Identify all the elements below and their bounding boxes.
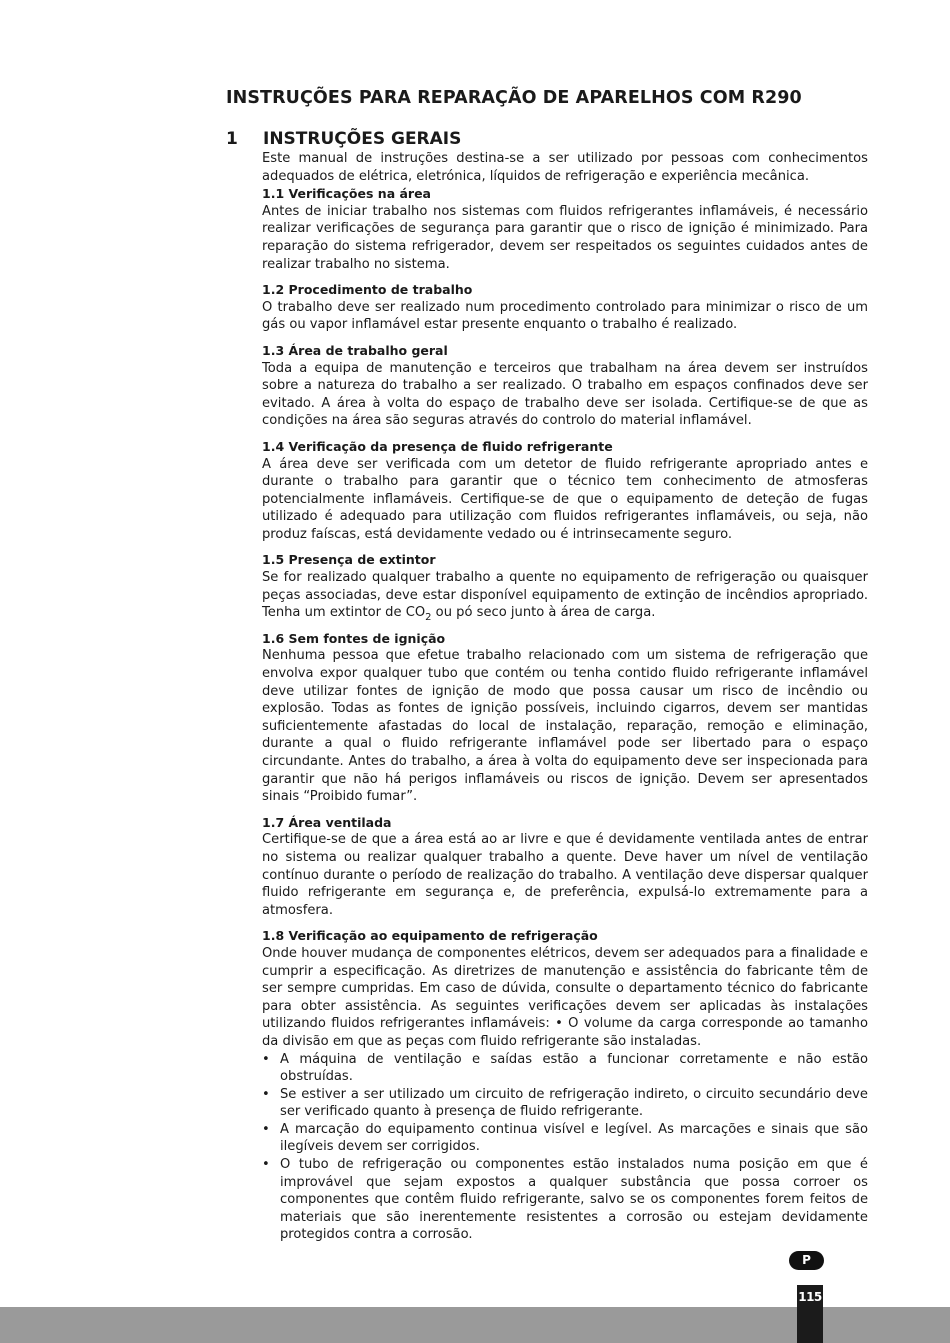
bullet-icon: •	[262, 1121, 270, 1137]
section-title: INSTRUÇÕES GERAIS	[263, 129, 462, 149]
list-item-text: O tubo de refrigeração ou componentes estão instalados numa posição em que é improvável que sejam expostos a qualquer substância que possa corroer os componentes que contêm fluido refrigerante, salvo se os componentes forem feitos de materiais que são inerentemente resistentes a corrosão ou estejam devidamente protegidos contra a corrosão.	[280, 1157, 868, 1243]
subsection-heading: 1.7 Área ventilada	[262, 814, 392, 830]
subsection-text	[262, 569, 868, 622]
page-number-tab	[797, 1285, 823, 1343]
text-before-subscript: Se for realizado qualquer trabalho a quente no equipamento de refrigeração ou quaisquer peças associadas, deve estar disponível equipamento de extinção de incêndios apropriado. Tenha um extintor de CO	[262, 570, 868, 621]
bullet-icon: •	[262, 1051, 270, 1067]
subsection-text: Certifique-se de que a área está ao ar livre e que é devidamente ventilada antes de entrar no sistema ou realizar qualquer trabalho a quente. Deve haver um nível de ventilação contínuo durante o período de realização do trabalho. A ventilação deve dispersar qualquer fluido refrigerante em segurança e, de preferência, expulsá-lo extremamente para a atmosfera.	[262, 832, 868, 918]
subsection-heading: 1.4 Verificação da presença de fluido refrigerante	[262, 438, 613, 454]
subsection-1-1	[262, 185, 868, 273]
language-badge: P	[789, 1251, 824, 1270]
co2-subscript: 2	[425, 612, 432, 624]
list-item-text: A marcação do equipamento continua visível e legível. As marcações e sinais que são ilegíveis devem ser corrigidos.	[280, 1121, 868, 1155]
bullet-icon: •	[262, 1086, 270, 1102]
subsection-1-3	[262, 342, 868, 430]
subsection-text: Toda a equipa de manutenção e terceiros que trabalham na área devem ser instruídos sobre a natureza do trabalho a ser realizado. O trabalho em espaços confinados deve ser evitado. A área à volta do espaço de trabalho deve ser isolada. Certifique-se de que as condições na área são seguras através do controlo do material inflamável.	[262, 360, 868, 429]
page-title: INSTRUÇÕES PARA REPARAÇÃO DE APARELHOS COM R290	[226, 88, 802, 108]
subsection-heading: 1.5 Presença de extintor	[262, 552, 436, 568]
subsection-text: O trabalho deve ser realizado num procedimento controlado para minimizar o risco de um gás ou vapor inflamável estar presente enquanto o trabalho é realizado.	[262, 299, 868, 333]
subsection-heading: 1.1 Verificações na área	[262, 186, 431, 202]
section-intro: Este manual de instruções destina-se a ser utilizado por pessoas com conhecimentos adequados de elétrica, eletrónica, líquidos de refrigeração e experiência mecânica.	[262, 151, 868, 184]
subsection-text: Onde houver mudança de componentes elétricos, devem ser adequados para a finalidade e cumprir a especificação. As diretrizes de manutenção e assistência do fabricante têm de ser sempre cumpridas. Em caso de dúvida, consulte o departamento técnico do fabricante para obter assistência. As seguintes verificações devem ser aplicadas às instalações utilizando fluidos refrigerantes inflamáveis: • O volume da carga corresponde ao tamanho da divisão em que as peças com fluido refrigerante são instaladas.	[262, 945, 868, 1049]
subsection-text: Nenhuma pessoa que efetue trabalho relacionado com um sistema de refrigeração que envolva expor qualquer tubo que contém ou tenha contido fluido refrigerante inflamável deve utilizar fontes de ignição de modo que possa causar um risco de incêndio ou explosão. Todas as fontes de ignição possíveis, incluindo cigarros, devem ser mantidas suficientemente afastadas do local de instalação, reparação, remoção e eliminação, durante a qual o fluido refrigerante inflamável pode ser libertado para o espaço circundante. Antes do trabalho, a área à volta do equipamento deve ser inspecionada para garantir que não há perigos inflamáveis ou riscos de ignição. Devem ser apresentados sinais “Proibido fumar”.	[262, 648, 868, 805]
subsection-heading: 1.3 Área de trabalho geral	[262, 342, 448, 358]
section-number: 1	[226, 129, 238, 149]
bullet-icon: •	[262, 1157, 270, 1173]
list-item-text: Se estiver a ser utilizado um circuito de refrigeração indireto, o circuito secundário deve ser verificado quanto à presença de fluido refrigerante.	[280, 1086, 868, 1120]
subsection-heading: 1.8 Verificação ao equipamento de refrigeração	[262, 928, 598, 944]
bullet-list	[262, 1051, 868, 1245]
subsection-1-4	[262, 438, 868, 544]
subsection-1-2	[262, 281, 868, 334]
list-item-text: A máquina de ventilação e saídas estão a funcionar corretamente e não estão obstruídas.	[280, 1051, 868, 1085]
list-item	[262, 1051, 868, 1086]
subsection-text: Antes de iniciar trabalho nos sistemas com fluidos refrigerantes inflamáveis, é necessário realizar verificações de segurança para garantir que o risco de ignição é minimizado. Para reparação do sistema refrigerador, devem ser respeitados os seguintes cuidados antes de realizar trabalho no sistema.	[262, 203, 868, 272]
subsection-text: A área deve ser verificada com um detetor de fluido refrigerante apropriado antes e durante o trabalho para garantir que o técnico tem conhecimento de atmosferas potencialmente inflamáveis. Certifique-se de que o equipamento de deteção de fugas utilizado é adequado para utilização com fluidos refrigerantes inflamáveis, ou seja, não produz faíscas, está devidamente vedado ou é intrinsecamente seguro.	[262, 456, 868, 542]
document-body	[262, 150, 868, 1252]
subsection-1-8	[262, 927, 868, 1244]
list-item	[262, 1086, 868, 1121]
subsection-1-6	[262, 630, 868, 806]
subsection-1-7	[262, 814, 868, 920]
text-after-subscript: ou pó seco junto à área de carga.	[431, 605, 656, 621]
subsection-heading: 1.2 Procedimento de trabalho	[262, 282, 473, 298]
subsection-1-5	[262, 551, 868, 624]
page-number: 115	[798, 1290, 822, 1304]
subsection-heading: 1.6 Sem fontes de ignição	[262, 630, 446, 646]
section-heading	[226, 129, 461, 149]
list-item	[262, 1121, 868, 1156]
list-item	[262, 1156, 868, 1244]
